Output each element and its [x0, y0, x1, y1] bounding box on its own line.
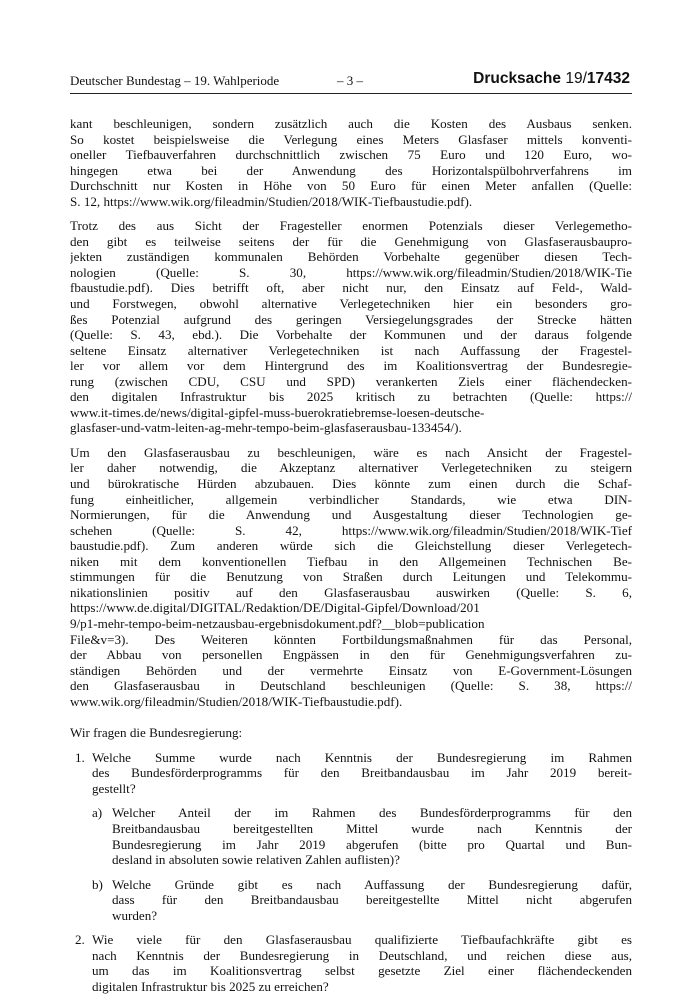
question-line: digitalen Infrastruktur bis 2025 zu erreichen? — [92, 978, 329, 994]
sub-question-line: Welcher Anteil der im Rahmen des Bundesförderprogramms für den — [112, 805, 632, 821]
paragraph-line: seltene Einsatz alternativer Verlegetechniken ist nach Auffassung der Fragestel- — [70, 342, 632, 358]
spacer — [70, 994, 632, 1003]
sub-question-line: Bundesregierung im Jahr 2019 abgerufen (bitte pro Quartal und Bun- — [112, 836, 632, 852]
paragraph-line: www.it-times.de/news/digital-gipfel-muss-buerokratiebremse-loesen-deutsche- — [70, 404, 485, 420]
paragraph-line: den digitalen Infrastruktur bis 2025 kritisch zu betrachten (Quelle: https:// — [70, 389, 632, 405]
sub-question-letter: b) — [92, 876, 103, 892]
paragraph-line: nologien (Quelle: S. 30, https://www.wik.org/fileadmin/Studien/2018/WIK-Tie — [70, 264, 632, 280]
sub-question-line: wurden? — [112, 907, 158, 923]
paragraph-line: So kostet beispielsweise die Verlegung eines Meters Glasfaser mittels konventi- — [70, 131, 632, 147]
paragraph-line: schehen (Quelle: S. 42, https://www.wik.org/fileadmin/Studien/2018/WIK-Tief — [70, 522, 632, 538]
sub-question-letter: a) — [92, 805, 103, 821]
paragraph-line: niken mit dem konventionellen Tiefbau in den Allgemeinen Technischen Be- — [70, 553, 632, 569]
spacer — [70, 209, 632, 218]
sub-question-line: desland in absoluten sowie relativen Zahlen auflisten)? — [112, 852, 400, 868]
question-item — [70, 932, 632, 994]
sub-question-line: Breitbandausbau bereitgestellten Mittel wurde nach Kenntnis der — [112, 820, 632, 836]
question-line: um das im Koalitionsvertrag selbst gesetzte Ziel einer flächendeckenden — [92, 963, 632, 979]
question-line: nach Kenntnis der Bundesregierung in Deutschland, und reichen diese aus, — [92, 947, 632, 963]
drucksache-id — [473, 70, 630, 88]
document-body — [70, 116, 632, 1003]
paragraph-line: ßes Potenzial aufgrund des geringen Versiegelungsgrades der Strecke hätten — [70, 311, 632, 327]
paragraph-line: S. 12, https://www.wik.org/fileadmin/Studien/2018/WIK-Tiefbaustudie.pdf). — [70, 193, 473, 209]
page-number: – 3 – — [337, 73, 363, 88]
question-number: 1. — [75, 749, 85, 765]
question-item — [70, 750, 632, 797]
header-divider — [70, 93, 632, 94]
paragraph — [70, 116, 632, 209]
question-line: des Bundesförderprogramms für den Breitbandausbau im Jahr 2019 bereit- — [92, 765, 632, 781]
paragraph-line: stimmungen für die Benutzung von Straßen durch Leitungen und Telekommu- — [70, 569, 632, 585]
sub-question-line: dass für den Breitbandausbau bereitgestellte Mittel nicht abgerufen — [112, 892, 632, 908]
spacer — [70, 709, 632, 725]
question-line: Wie viele für den Glasfaserausbau qualifizierte Tiefbaufachkräfte gibt es — [92, 932, 632, 948]
question-intro: Wir fragen die Bundesregierung: — [70, 725, 243, 741]
drucksache-label: Drucksache — [473, 70, 562, 87]
paragraph-line: Um den Glasfaserausbau zu beschleunigen, wäre es nach Ansicht der Fragestel- — [70, 444, 632, 460]
paragraph-line: https://www.de.digital/DIGITAL/Redaktion/DE/Digital-Gipfel/Download/201 — [70, 600, 480, 616]
spacer — [70, 923, 632, 932]
paragraph-line: Durchschnitt nur Kosten in Höhe von 50 Euro für einen Meter anfallen (Quelle: — [70, 178, 632, 194]
paragraph-line: baustudie.pdf). Zum anderen würde sich die Gleichstellung dieser Verlegetech- — [70, 538, 632, 554]
paragraph-line: www.wik.org/fileadmin/Studien/2018/WIK-Tiefbaustudie.pdf). — [70, 693, 403, 709]
paragraph-line: Trotz des aus Sicht der Fragesteller enormen Potenzials dieser Verlegemetho- — [70, 218, 632, 234]
question-line: Welche Summe wurde nach Kenntnis der Bundesregierung im Rahmen — [92, 749, 632, 765]
paragraph-line: der Abbau von personellen Engpässen in den für Genehmigungsverfahren zu- — [70, 647, 632, 663]
paragraph-line: (Quelle: S. 43, ebd.). Die Vorbehalte der Kommunen und der daraus folgende — [70, 327, 632, 343]
paragraph-line: ständigen Behörden und der vermehrte Einsatz von E-Government-Lösungen — [70, 662, 632, 678]
paragraph — [70, 445, 632, 709]
paragraph-line: File&v=3). Des Weiteren könnten Fortbildungsmaßnahmen für das Personal, — [70, 631, 632, 647]
paragraph-line: rung (zwischen CDU, CSU und SPD) verankerten Ziels einer flächendecken- — [70, 373, 632, 389]
drucksache-number: 17432 — [586, 70, 630, 87]
paragraph-line: jekten zuständigen kommunalen Behörden Vorbehalte gegenüber diesen Tech- — [70, 249, 632, 265]
paragraph-line: 9/p1-mehr-tempo-beim-netzausbau-ergebnisdokument.pdf?__blob=publication — [70, 615, 485, 631]
drucksache-prefix: 19/ — [565, 70, 587, 87]
paragraph — [70, 218, 632, 436]
paragraph-line: den gibt es teilweise seitens der für die Genehmigung von Glasfaserausbaupro- — [70, 233, 632, 249]
paragraph-line: und bürokratische Hürden abzubauen. Dies könnte zum einen durch die Schaf- — [70, 476, 632, 492]
paragraph-line: ler daher notwendig, die Akzeptanz alternativer Verlegetechniken zu steigern — [70, 460, 632, 476]
paragraph-line: ler vor allem vor dem Hintergrund des im Koalitionsvertrag der Bundesregie- — [70, 358, 632, 374]
paragraph-line: fung einheitlicher, allgemein verbindlicher Standards, wie etwa DIN- — [70, 491, 632, 507]
paragraph-line: oneller Tiefbauverfahren durchschnittlich zwischen 75 Euro und 120 Euro, wo- — [70, 147, 632, 163]
paragraph-line: kant beschleunigen, sondern zusätzlich auch die Kosten des Ausbaus senken. — [70, 116, 632, 131]
paragraph-line: den Glasfaserausbau in Deutschland beschleunigen (Quelle: S. 38, https:// — [70, 678, 632, 694]
page-header — [70, 70, 630, 92]
sub-question-item — [70, 805, 632, 867]
paragraph-line: hingegen etwa bei der Anwendung des Horizontalspülbohrverfahrens im — [70, 162, 632, 178]
sub-question-item — [70, 877, 632, 924]
paragraph-line: fbaustudie.pdf). Dies betrifft oft, aber nicht nur, den Einsatz auf Feld-, Wald- — [70, 280, 632, 296]
sub-question-line: Welche Gründe gibt es nach Auffassung der Bundesregierung dafür, — [112, 876, 632, 892]
question-number: 2. — [75, 932, 85, 948]
parliament-period: Deutscher Bundestag – 19. Wahlperiode — [70, 73, 280, 88]
paragraph-line: nikationslinien positiv auf den Glasfaserausbau auswirken (Quelle: S. 6, — [70, 584, 632, 600]
paragraph-line: Normierungen, für die Anwendung und Ausgestaltung dieser Technologien ge- — [70, 507, 632, 523]
spacer — [70, 741, 632, 750]
paragraph-line: glasfaser-und-vatm-leiten-ag-mehr-tempo-beim-glasfaserausbau-133454/). — [70, 420, 462, 436]
question-line: gestellt? — [92, 780, 136, 796]
paragraph-line: und Forstwegen, obwohl alternative Verlegetechniken hier ein besonders gro- — [70, 296, 632, 312]
spacer — [70, 868, 632, 877]
spacer — [70, 796, 632, 805]
spacer — [70, 436, 632, 445]
